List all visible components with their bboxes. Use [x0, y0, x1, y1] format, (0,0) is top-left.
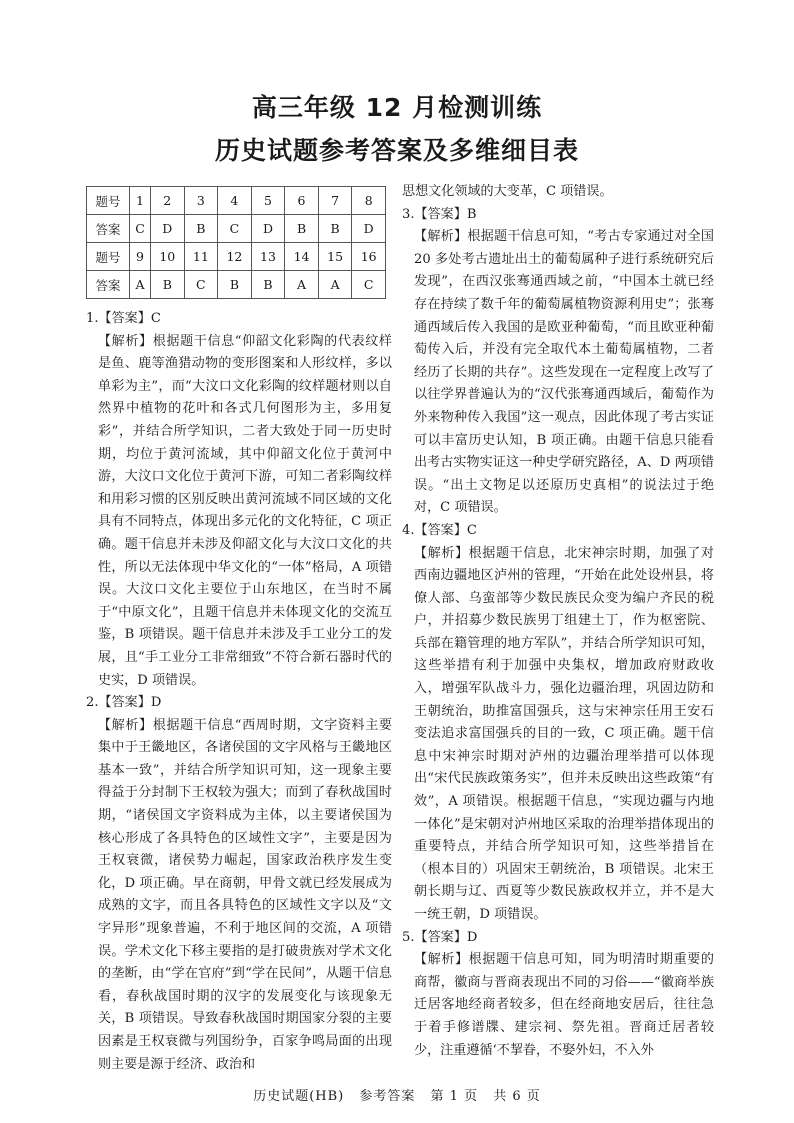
table-row	[87, 271, 386, 299]
table-cell: B	[285, 215, 319, 243]
table-cell: C	[184, 271, 218, 299]
table-cell: A	[318, 271, 352, 299]
answer-label: 【答案】B	[414, 206, 477, 222]
row-header: 答案	[87, 271, 130, 299]
table-cell: B	[251, 271, 285, 299]
page-subtitle: 历史试题参考答案及多维细目表	[214, 136, 579, 165]
question-1-answer	[86, 308, 392, 331]
page-title: 高三年级 12 月检测训练	[251, 93, 543, 122]
answer-label: 【答案】C	[98, 311, 161, 326]
table-cell: B	[218, 271, 252, 299]
answer-key-table	[86, 186, 386, 299]
footer-subject: 历史试题(HB)	[253, 1089, 345, 1104]
table-cell: A	[285, 271, 319, 299]
page-footer	[0, 1085, 794, 1104]
question-number: 5.	[402, 929, 415, 945]
question-number: 1.	[86, 311, 99, 326]
question-5-answer	[402, 927, 714, 950]
table-cell: B	[318, 215, 352, 243]
question-2-answer	[86, 692, 392, 715]
table-cell: 16	[352, 243, 386, 271]
row-header: 答案	[87, 215, 130, 243]
table-cell: D	[251, 215, 285, 243]
footer-page: 第 1 页	[430, 1089, 479, 1104]
table-cell: 2	[151, 187, 185, 215]
table-cell: B	[151, 271, 185, 299]
row-header: 题号	[87, 243, 130, 271]
table-row	[87, 215, 386, 243]
footer-total: 共 6 页	[493, 1089, 541, 1104]
question-number: 2.	[86, 695, 99, 711]
row-header: 题号	[87, 187, 130, 215]
answer-label: 【答案】C	[414, 522, 477, 538]
table-cell: 11	[184, 243, 218, 271]
table-cell: 7	[318, 187, 352, 215]
table-cell: C	[218, 215, 252, 243]
table-cell: 9	[130, 243, 151, 271]
question-2-analysis-continued: 思想文化领域的大变革，C 项错误。	[402, 184, 613, 199]
answer-label: 【答案】D	[98, 695, 162, 711]
table-row	[87, 187, 386, 215]
question-3-answer	[402, 204, 714, 227]
question-3-analysis: 【解析】根据题干信息可知，“考古专家通过对全国 20 多处考古遗址出土的葡萄属种子进行系统研究后发现”，在西汉张骞通西域之前，“中国本土就已经存在持续了数千年的葡萄属植物资源利用史”；张骞通西域后传入我国的是欧亚种葡萄，“而且欧亚种葡萄传入后，并没有完全取代本土葡萄属植物，二者经历了长期的共存”。这些发现在一定程度上改写了以往学界普遍认为的“汉代张骞通西域后，葡萄作为外来物种传入我国”这一观点，因此体现了考古实证可以丰富历史认知，B 项正确。由题干信息只能看出考古实物实证这一种史学研究路径，A、D 两项错误。“出土文物足以还原历史真相”的说法过于绝对，C 项错误。	[414, 229, 714, 516]
question-2-analysis: 【解析】根据题干信息“西周时期，文字资料主要集中于王畿地区，各诸侯国的文字风格与王畿地区基本一致”，并结合所学知识可知，这一现象主要得益于分封制下王权较为强大；而到了春秋战国时期，“诸侯国文字资料成为主体，以主要诸侯国为核心形成了各具特色的区域性文字”，主要是因为王权衰微，诸侯势力崛起，国家政治秩序发生变化，D 项正确。早在商朝，甲骨文就已经发展成为成熟的文字，而且各具特色的区域性文字以及“文字异形”现象普遍，不利于地区间的交流，A 项错误。学术文化下移主要指的是打破贵族对学术文化的垄断，由“学在官府”到“学在民间”，从题干信息看，春秋战国时期的汉字的发展变化与该现象无关，B 项错误。导致春秋战国时期国家分裂的主要因素是王权衰微与列国纷争，百家争鸣局面的出现则主要是源于经济、政治和	[98, 717, 392, 1072]
right-column	[402, 181, 714, 1062]
table-cell: C	[130, 215, 151, 243]
question-5-analysis: 【解析】根据题干信息可知，同为明清时期重要的商帮，徽商与晋商表现出不同的习俗——“徽商举族迁居客地经商者较多，但在经商地安居后，往往急于着手修谱牒、建宗祠、祭先祖。晋商迁居者较少，注重遵循‘不挈眷，不娶外妇，不入外	[414, 952, 714, 1058]
table-cell: D	[352, 215, 386, 243]
question-number: 4.	[402, 522, 415, 538]
table-cell: 6	[285, 187, 319, 215]
left-column	[86, 308, 392, 1076]
table-cell: D	[151, 215, 185, 243]
table-cell: 15	[318, 243, 352, 271]
question-4-analysis: 【解析】根据题干信息，北宋神宗时期，加强了对西南边疆地区泸州的管理，“开始在此处设州县，将僚人部、乌蛮部等少数民族民众变为编户齐民的税户，并招募少数民族男丁组建土丁，作为枢密院、兵部在籍管理的地方军队”，并结合所学知识可知，这些举措有利于加强中央集权，增加政府财政收入，增强军队战斗力，强化边疆治理，巩固边防和王朝统治，助推富国强兵，这与宋神宗任用王安石变法追求富国强兵的目的一致，C 项正确。题干信息中宋神宗时期对泸州的边疆治理举措可以体现出“宋代民族政策务实”，但并未反映出这些政策“有效”，A 项错误。根据题干信息，“实现边疆与内地一体化”是宋朝对泸州地区采取的治理举措体现出的重要特点，并结合所学知识可知，这些举措旨在（根本目的）巩固宋王朝统治，B 项错误。北宋王朝长期与辽、西夏等少数民族政权并立，并不是大一统王朝，D 项错误。	[414, 545, 714, 922]
table-row	[87, 243, 386, 271]
table-cell: A	[130, 271, 151, 299]
question-1-analysis: 【解析】根据题干信息“仰韶文化彩陶的代表纹样是鱼、鹿等渔猎动物的变形图案和人形纹样，多以单彩为主”，而“大汶口文化彩陶的纹样题材则以自然界中植物的花叶和各式几何图形为主，多用复彩”，并结合所学知识，二者大致处于同一历史时期，均位于黄河流域，其中仰韶文化位于黄河中游，大汶口文化位于黄河下游，可知二者彩陶纹样和用彩习惯的区别反映出黄河流域不同区域的文化具有不同特点，体现出多元化的文化特征，C 项正确。题干信息并未涉及仰韶文化与大汶口文化的共性，所以无法体现中华文化的“一体”格局，A 项错误。大汶口文化主要位于山东地区，在当时不属于“中原文化”，且题干信息并未体现文化的交流互鉴，B 项错误。题干信息并未涉及手工业分工的发展，且“手工业分工非常细致”不符合新石器时代的史实，D 项错误。	[98, 333, 392, 688]
table-cell: 3	[184, 187, 218, 215]
table-cell: 4	[218, 187, 252, 215]
table-cell: 10	[151, 243, 185, 271]
table-cell: 1	[130, 187, 151, 215]
table-cell: 12	[218, 243, 252, 271]
table-cell: 5	[251, 187, 285, 215]
table-cell: 8	[352, 187, 386, 215]
question-4-answer	[402, 520, 714, 543]
table-cell: B	[184, 215, 218, 243]
answer-label: 【答案】D	[414, 929, 478, 945]
footer-doc: 参考答案	[359, 1089, 416, 1104]
table-cell: 13	[251, 243, 285, 271]
table-cell: C	[352, 271, 386, 299]
table-cell: 14	[285, 243, 319, 271]
question-number: 3.	[402, 206, 415, 222]
